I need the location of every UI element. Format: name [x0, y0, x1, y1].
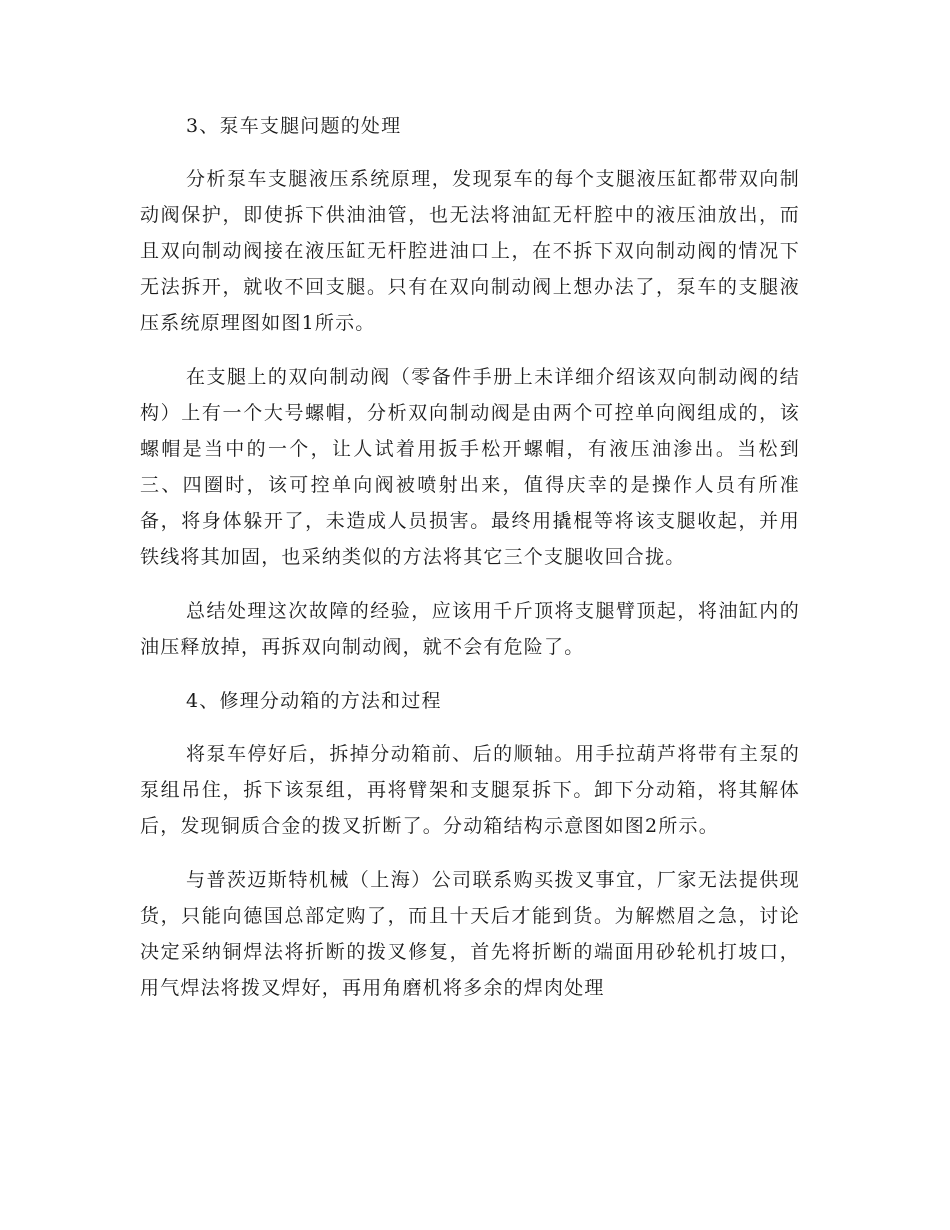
section-heading-outrigger: 3、泵车支腿问题的处理 [186, 115, 402, 137]
paragraph-disassembly: 将泵车停好后，拆掉分动箱前、后的顺轴。用手拉葫芦将带有主泵的泵组吊住，拆下该泵组，再将臂架和支腿泵拆下。卸下分动箱，将其解体后，发现铜质合金的拨叉折断了。分动箱结构示意图如图2所示。 [140, 743, 800, 837]
paragraph-hydraulic-analysis: 分析泵车支腿液压系统原理，发现泵车的每个支腿液压缸都带双向制动阀保护，即使拆下供油油管，也无法将油缸无杆腔中的液压油放出，而且双向制动阀接在液压缸无杆腔进油口上，在不拆下双向制动阀的情况下无法拆开，就收不回支腿。只有在双向制动阀上想办法了，泵车的支腿液压系统原理图如图1所示。 [140, 168, 800, 334]
paragraph-repair: 与普茨迈斯特机械（上海）公司联系购买拨叉事宜，厂家无法提供现货，只能向德国总部定购了，而且十天后才能到货。为解燃眉之急，讨论决定采纳铜焊法将折断的拨叉修复，首先将折断的端面用砂轮机打坡口，用气焊法将拨叉焊好，再用角磨机将多余的焊肉处理 [140, 869, 800, 999]
paragraph-check-valve: 在支腿上的双向制动阀（零备件手册上未详细介绍该双向制动阀的结构）上有一个大号螺帽，分析双向制动阀是由两个可控单向阀组成的，该螺帽是当中的一个，让人试着用扳手松开螺帽，有液压油渗出。当松到三、四圈时，该可控单向阀被喷射出来，值得庆幸的是操作人员有所准备，将身体躲开了，未造成人员损害。最终用撬棍等将该支腿收起，并用铁线将其加固，也采纳类似的方法将其它三个支腿收回合拢。 [140, 366, 800, 568]
paragraph-lesson-learned: 总结处理这次故障的经验，应该用千斤顶将支腿臂顶起，将油缸内的油压释放掉，再拆双向制动阀，就不会有危险了。 [140, 600, 800, 658]
document-body [140, 108, 800, 1024]
section-heading-transfer-case: 4、修理分动箱的方法和过程 [186, 690, 442, 712]
